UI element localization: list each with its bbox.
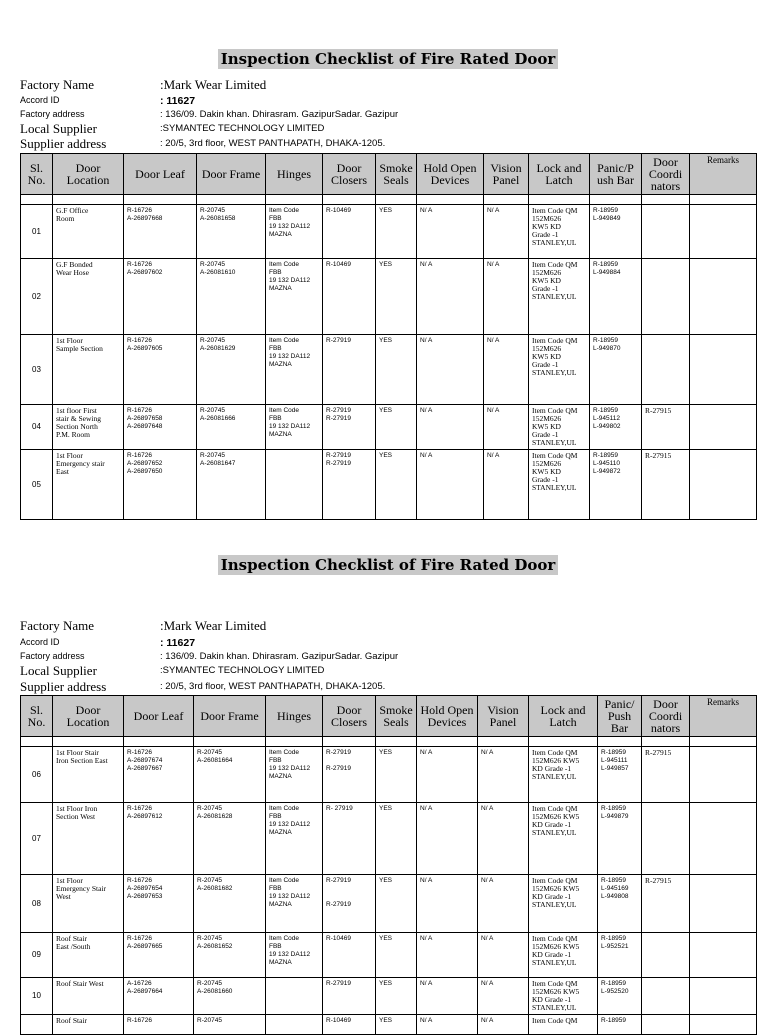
cell-location: Roof Stair West [53,978,124,1015]
cell-remarks [690,405,757,450]
header-hinges: Hinges [266,696,323,737]
header-door-leaf: Door Leaf [124,696,194,737]
cell-hold: N/ A [417,405,484,450]
cell-remarks [690,803,757,875]
info-value: :Mark Wear Limited [160,618,267,633]
cell-vision: N/ A [478,978,529,1015]
cell-closers: R- 27919 [323,803,376,875]
cell-hinges: Item Code FBB 19 132 DA112 MAZNA [266,933,323,978]
cell-hold: N/ A [417,978,478,1015]
table-header-row [21,696,757,737]
info-label: Factory address [20,651,85,661]
cell-frame: R-20745 A-26081629 [197,335,266,405]
cell-remarks [690,1015,757,1035]
cell-hinges [266,978,323,1015]
info-value: :SYMANTEC TECHNOLOGY LIMITED [160,665,325,676]
cell-coord [642,978,690,1015]
cell-sl: 10 [21,978,53,1015]
table-row [21,259,757,335]
cell-sl: 02 [21,259,53,335]
header-remarks: Remarks [690,154,757,195]
cell-frame: R-20745 A-26081658 [197,205,266,259]
info-value: :Mark Wear Limited [160,77,267,92]
cell-closers: R-27919 R-27919 [323,747,376,803]
cell-panic: R-18959 L-949879 [598,803,642,875]
cell-smoke: YES [376,450,417,520]
cell-hold: N/ A [417,335,484,405]
cell-frame: R-20745 A-26081660 [194,978,266,1015]
cell-frame: R-20745 A-26081664 [194,747,266,803]
cell-sl: 07 [21,803,53,875]
cell-hold: N/ A [417,933,478,978]
cell-smoke: YES [376,875,417,933]
cell-hinges: Item Code FBB 19 132 DA112 MAZNA [266,405,323,450]
cell-hinges: Item Code FBB 19 132 DA112 MAZNA [266,259,323,335]
cell-hinges [266,1015,323,1035]
cell-panic: R-18959 L-952521 [598,933,642,978]
cell-hold: N/ A [417,875,478,933]
cell-panic: R-18959 L-949849 [590,205,642,259]
cell-closers: R-10469 [323,259,376,335]
cell-lock: Item Code QM 152M626 KW5 KD Grade -1 STANLEY,UL [529,747,598,803]
cell-location: 1st Floor Stair Iron Section East [53,747,124,803]
checklist-section-1 [20,0,756,530]
cell-closers: R-27919 [323,335,376,405]
cell-lock: Item Code QM 152M626 KW5 KD Grade -1 STANLEY,UL [529,803,598,875]
cell-location: Roof Stair [53,1015,124,1035]
cell-panic: R-18959 L-945111 L-949857 [598,747,642,803]
cell-coord [642,1015,690,1035]
cell-closers: R-27919 [323,978,376,1015]
cell-closers: R-27919 R-27919 [323,405,376,450]
cell-coord [642,803,690,875]
table-row [21,875,757,933]
table-row [21,933,757,978]
cell-location: 1st Floor Sample Section [53,335,124,405]
cell-lock: Item Code QM 152M626 KW5 KD Grade -1 STANLEY,UL [529,405,590,450]
cell-vision: N/ A [478,803,529,875]
cell-leaf: R-16726 A-26897674 A-26897667 [124,747,194,803]
cell-sl: 06 [21,747,53,803]
cell-remarks [690,933,757,978]
cell-remarks [690,335,757,405]
header-sl-no: Sl. No. [21,696,53,737]
cell-lock: Item Code QM [529,1015,598,1035]
cell-leaf: R-16726 A-26897668 [124,205,197,259]
cell-panic: R-18959 L-949870 [590,335,642,405]
title-wrap-1 [20,49,756,69]
info-label: Supplier address [20,136,107,151]
cell-smoke: YES [376,1015,417,1035]
header-vision-panel: Vision Panel [484,154,529,195]
cell-remarks [690,450,757,520]
cell-leaf: R-16726 A-26897605 [124,335,197,405]
cell-smoke: YES [376,978,417,1015]
header-vision-panel: Vision Panel [478,696,529,737]
cell-hinges: Item Code FBB 19 132 DA112 MAZNA [266,875,323,933]
cell-frame: R-20745 A-26081610 [197,259,266,335]
cell-sl: 04 [21,405,53,450]
cell-closers: R-10469 [323,933,376,978]
title-wrap-2 [20,555,756,575]
cell-coord [642,259,690,335]
header-sl-no: Sl. No. [21,154,53,195]
cell-hold: N/ A [417,803,478,875]
cell-frame: R-20745 A-26081628 [194,803,266,875]
cell-frame: R-20745 A-26081647 [197,450,266,520]
cell-remarks [690,205,757,259]
cell-smoke: YES [376,747,417,803]
info-label: Factory Name [20,618,95,633]
cell-sl [21,1015,53,1035]
cell-lock: Item Code QM 152M626 KW5 KD Grade -1 STANLEY,UL [529,450,590,520]
checklist-section-2 [20,540,756,1024]
cell-leaf: R-16726 A-26897658 A-26897648 [124,405,197,450]
cell-closers: R-10469 [323,1015,376,1035]
header-lock-and-latch: Lock and Latch [529,154,590,195]
cell-hinges [266,450,323,520]
table-row [21,450,757,520]
info-value: : 11627 [160,637,196,649]
header-door-coordinators: Door Coordi nators [642,154,690,195]
cell-smoke: YES [376,259,417,335]
table-row [21,1015,757,1035]
header-panic-push-bar: Panic/ Push Bar [598,696,642,737]
cell-coord [642,335,690,405]
cell-coord: R-27915 [642,450,690,520]
info-label: Local Supplier [20,663,97,678]
door-table-2 [20,695,757,1035]
cell-sl: 05 [21,450,53,520]
cell-smoke: YES [376,933,417,978]
cell-sl: 09 [21,933,53,978]
table-row [21,405,757,450]
info-value: : 20/5, 3rd floor, WEST PANTHAPATH, DHAKA-1205. [160,138,386,149]
cell-leaf: R-16726 A-26897654 A-26897653 [124,875,194,933]
cell-hold: N/ A [417,205,484,259]
cell-coord: R-27915 [642,875,690,933]
info-block-2 [20,618,756,693]
table-row [21,205,757,259]
cell-coord: R-27915 [642,405,690,450]
page-title: Inspection Checklist of Fire Rated Door [218,555,559,575]
cell-leaf: R-16726 [124,1015,194,1035]
cell-hinges: Item Code FBB 19 132 DA112 MAZNA [266,335,323,405]
cell-hold: N/ A [417,259,484,335]
cell-hinges: Item Code FBB 19 132 DA112 MAZNA [266,205,323,259]
cell-vision: N/ A [478,1015,529,1035]
header-smoke-seals: Smoke Seals [376,696,417,737]
cell-remarks [690,978,757,1015]
header-door-leaf: Door Leaf [124,154,197,195]
cell-coord [642,205,690,259]
cell-leaf: R-16726 A-26897602 [124,259,197,335]
spacer-row [21,195,757,205]
cell-location: G.F Office Room [53,205,124,259]
cell-leaf: R-16726 A-26897652 A-26897650 [124,450,197,520]
cell-coord [642,933,690,978]
info-label: Local Supplier [20,121,97,136]
cell-leaf: R-16726 A-26897665 [124,933,194,978]
table-row [21,978,757,1015]
cell-lock: Item Code QM 152M626 KW5 KD Grade -1 STANLEY,UL [529,335,590,405]
cell-vision: N/ A [484,259,529,335]
cell-smoke: YES [376,803,417,875]
cell-hold: N/ A [417,747,478,803]
cell-frame: R-20745 A-26081682 [194,875,266,933]
door-table-1 [20,153,757,520]
cell-hinges: Item Code FBB 19 132 DA112 MAZNA [266,803,323,875]
header-panic-push-bar: Panic/P ush Bar [590,154,642,195]
cell-panic: R-18959 L-945169 L-949808 [598,875,642,933]
cell-hold: N/ A [417,450,484,520]
cell-smoke: YES [376,205,417,259]
header-hold-open-devices: Hold Open Devices [417,696,478,737]
header-door-frame: Door Frame [194,696,266,737]
cell-hold: N/ A [417,1015,478,1035]
cell-location: 1st Floor Emergency Stair West [53,875,124,933]
header-smoke-seals: Smoke Seals [376,154,417,195]
table-row [21,335,757,405]
cell-sl: 08 [21,875,53,933]
cell-coord: R-27915 [642,747,690,803]
header-hold-open-devices: Hold Open Devices [417,154,484,195]
cell-panic: R-18959 [598,1015,642,1035]
cell-closers: R-10469 [323,205,376,259]
cell-closers: R-27919 R-27919 [323,450,376,520]
info-value: : 136/09. Dakin khan. Dhirasram. GazipurSadar. Gazipur [160,651,399,662]
cell-hinges: Item Code FBB 19 132 DA112 MAZNA [266,747,323,803]
info-value: :SYMANTEC TECHNOLOGY LIMITED [160,123,325,134]
cell-lock: Item Code QM 152M626 KW5 KD Grade -1 STANLEY,UL [529,875,598,933]
cell-smoke: YES [376,405,417,450]
cell-smoke: YES [376,335,417,405]
info-label: Factory address [20,109,85,119]
spacer-row [21,737,757,747]
cell-vision: N/ A [478,875,529,933]
cell-leaf: R-16726 A-26897612 [124,803,194,875]
info-label: Accord ID [20,637,60,647]
cell-frame: R-20745 A-26081666 [197,405,266,450]
cell-frame: R-20745 A-26081652 [194,933,266,978]
cell-panic: R-18959 L-949884 [590,259,642,335]
cell-leaf: A-16726 A-26897664 [124,978,194,1015]
cell-frame: R-20745 [194,1015,266,1035]
cell-sl: 03 [21,335,53,405]
info-block-1 [20,77,756,152]
header-door-location: Door Location [53,154,124,195]
table-row [21,747,757,803]
page-title: Inspection Checklist of Fire Rated Door [218,49,559,69]
cell-lock: Item Code QM 152M626 KW5 KD Grade -1 STANLEY,UL [529,978,598,1015]
header-door-closers: Door Closers [323,154,376,195]
cell-location: 1st floor First stair & Sewing Section North P.M. Room [53,405,124,450]
header-door-coordinators: Door Coordi nators [642,696,690,737]
header-door-closers: Door Closers [323,696,376,737]
info-value: : 136/09. Dakin khan. Dhirasram. GazipurSadar. Gazipur [160,109,399,120]
cell-vision: N/ A [484,450,529,520]
cell-vision: N/ A [478,747,529,803]
cell-remarks [690,747,757,803]
info-label: Supplier address [20,679,107,694]
info-label: Factory Name [20,77,95,92]
header-lock-and-latch: Lock and Latch [529,696,598,737]
cell-vision: N/ A [484,335,529,405]
header-door-location: Door Location [53,696,124,737]
info-value: : 20/5, 3rd floor, WEST PANTHAPATH, DHAKA-1205. [160,681,386,692]
cell-vision: N/ A [478,933,529,978]
cell-location: 1st Floor Iron Section West [53,803,124,875]
cell-lock: Item Code QM 152M626 KW5 KD Grade -1 STANLEY,UL [529,205,590,259]
cell-remarks [690,875,757,933]
cell-closers: R-27919 R-27919 [323,875,376,933]
table-row [21,803,757,875]
cell-vision: N/ A [484,405,529,450]
cell-location: Roof Stair East /South [53,933,124,978]
cell-location: 1st Floor Emergency stair East [53,450,124,520]
header-remarks: Remarks [690,696,757,737]
table-header-row [21,154,757,195]
cell-location: G.F Bonded Wear Hose [53,259,124,335]
info-label: Accord ID [20,95,60,105]
cell-panic: R-18959 L-945112 L-949802 [590,405,642,450]
cell-lock: Item Code QM 152M626 KW5 KD Grade -1 STANLEY,UL [529,933,598,978]
info-value: : 11627 [160,95,196,107]
header-door-frame: Door Frame [197,154,266,195]
cell-lock: Item Code QM 152M626 KW5 KD Grade -1 STANLEY,UL [529,259,590,335]
cell-vision: N/ A [484,205,529,259]
cell-sl: 01 [21,205,53,259]
cell-remarks [690,259,757,335]
header-hinges: Hinges [266,154,323,195]
cell-panic: R-18959 L-945110 L-949872 [590,450,642,520]
cell-panic: R-18959 L-952520 [598,978,642,1015]
